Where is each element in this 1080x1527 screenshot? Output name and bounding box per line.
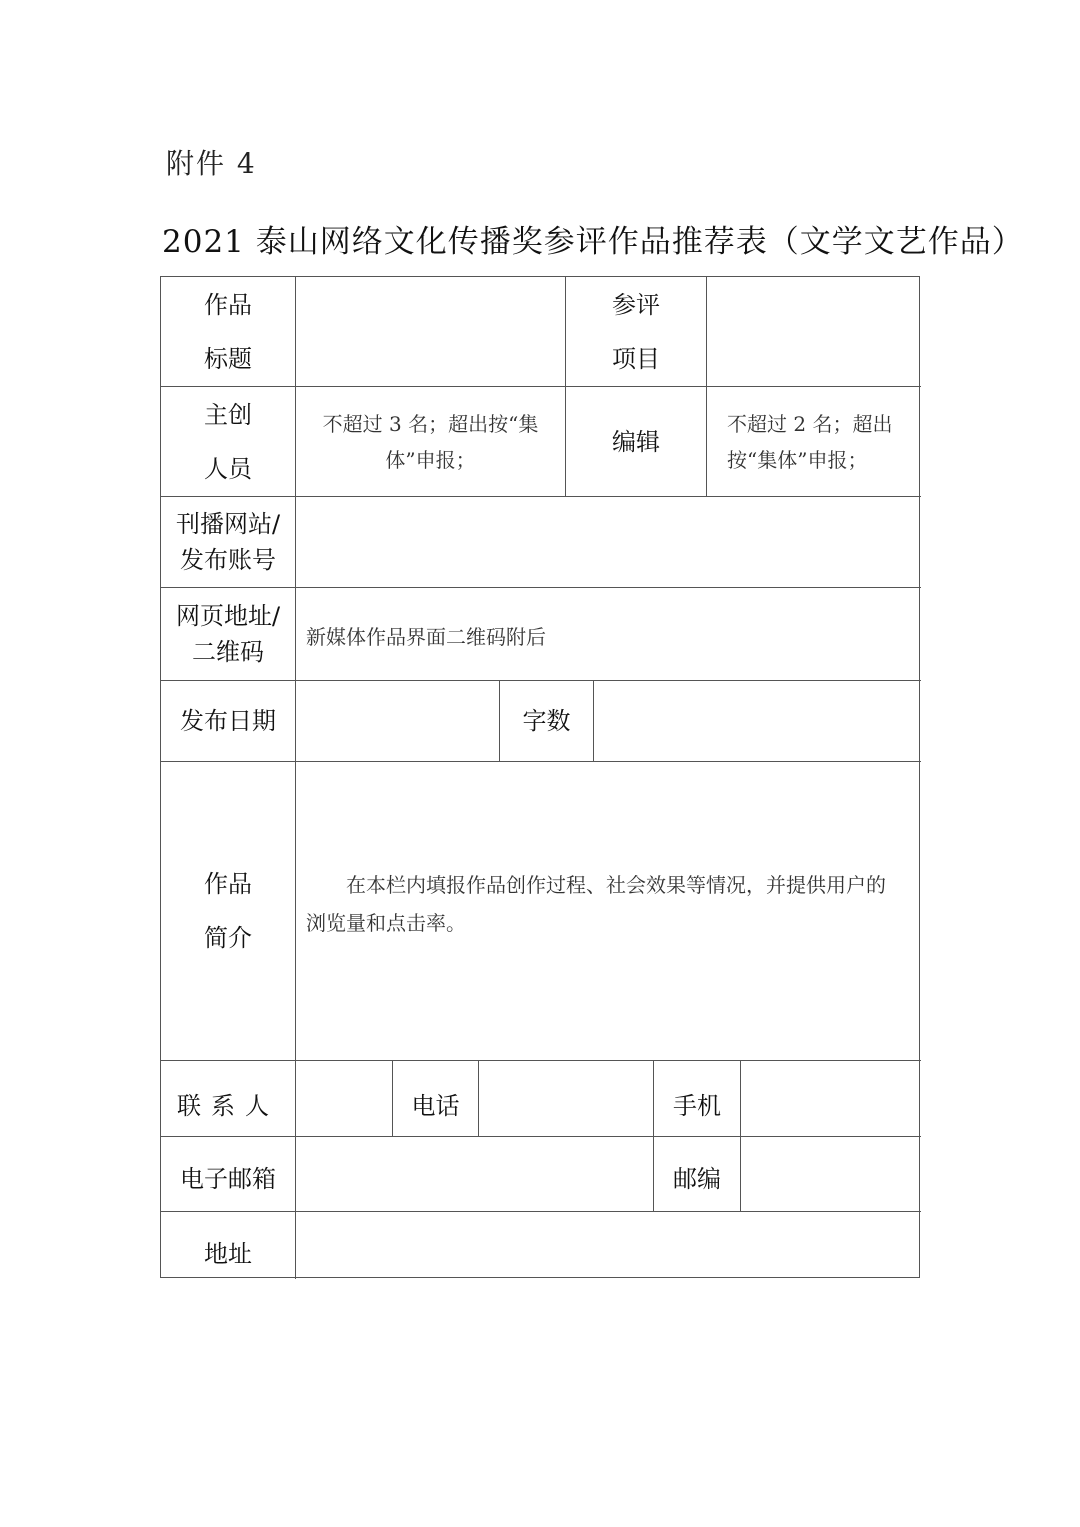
creator-hint-line1: 不超过 3 名；超出按“集 [322, 411, 539, 436]
mobile-label: 手机 [673, 1091, 721, 1120]
date-field[interactable] [296, 681, 499, 761]
postcode-label: 邮编 [673, 1165, 721, 1193]
category-label [566, 277, 706, 386]
phone-field[interactable] [479, 1061, 653, 1136]
site-field[interactable] [296, 497, 921, 587]
wordcount-field[interactable] [594, 681, 921, 761]
date-label: 发布日期 [180, 707, 276, 735]
url-field[interactable] [296, 588, 921, 680]
editor-field[interactable] [707, 387, 921, 496]
mobile-field[interactable] [741, 1061, 921, 1136]
attachment-label: 附件 4 [166, 147, 257, 180]
category-field[interactable] [707, 277, 921, 386]
creator-hint-line2: 体”申报； [385, 447, 476, 472]
work-title-label [161, 277, 295, 386]
url-label-line1: 网页地址/ [175, 602, 281, 630]
site-label [161, 497, 295, 587]
intro-label-line2: 简介 [204, 924, 252, 952]
site-label-line1: 刊播网站/ [175, 510, 281, 538]
email-field[interactable] [296, 1137, 653, 1211]
creator-field[interactable] [296, 387, 565, 496]
url-hint: 新媒体作品界面二维码附后 [306, 625, 546, 649]
work-title-label-line2: 标题 [204, 344, 252, 373]
site-label-line2: 发布账号 [180, 546, 276, 574]
recommendation-form-table [160, 276, 920, 1278]
form-title: 2021 泰山网络文化传播奖参评作品推荐表（文学文艺作品） [162, 224, 1024, 260]
editor-label: 编辑 [612, 427, 660, 456]
email-label: 电子邮箱 [180, 1165, 276, 1193]
intro-hint: 在本栏内填报作品创作过程、社会效果等情况，并提供用户的浏览量和点击率。 [306, 873, 886, 935]
work-title-field[interactable] [296, 277, 565, 386]
contact-label: 联系人 [177, 1091, 279, 1120]
intro-label-line1: 作品 [204, 870, 252, 898]
address-field[interactable] [296, 1212, 921, 1278]
postcode-field[interactable] [741, 1137, 921, 1211]
address-label: 地址 [204, 1240, 252, 1268]
editor-hint-line2: 按“集体”申报； [727, 447, 868, 472]
contact-field[interactable] [296, 1061, 392, 1136]
work-title-label-line1: 作品 [204, 290, 252, 319]
creator-label-line2: 人员 [204, 454, 252, 483]
creator-label-line1: 主创 [204, 400, 252, 429]
wordcount-label: 字数 [522, 707, 571, 735]
intro-label [161, 762, 295, 1060]
editor-hint-line1: 不超过 2 名；超出 [727, 411, 893, 436]
category-label-line2: 项目 [612, 344, 660, 373]
intro-field[interactable] [296, 762, 921, 1060]
url-label [161, 588, 295, 680]
url-label-line2: 二维码 [192, 638, 264, 666]
category-label-line1: 参评 [612, 290, 660, 319]
creator-label [161, 387, 295, 496]
phone-label: 电话 [411, 1091, 460, 1120]
